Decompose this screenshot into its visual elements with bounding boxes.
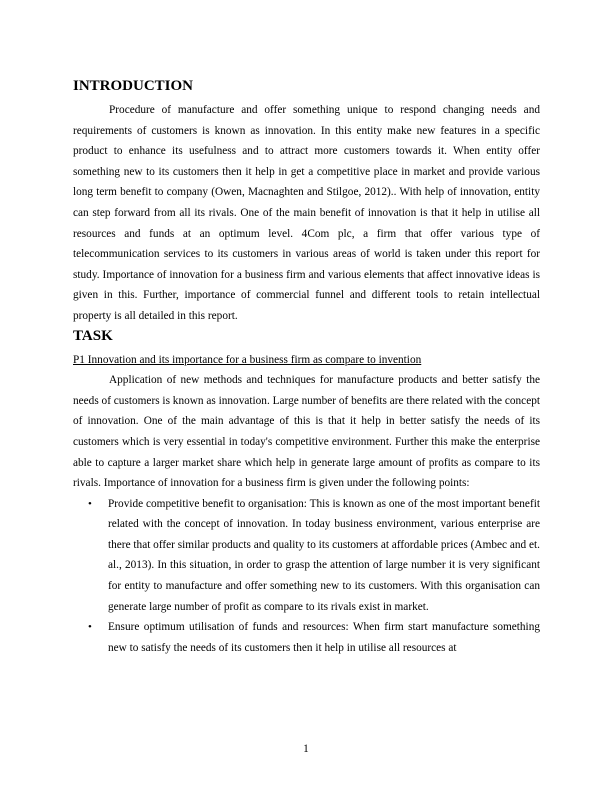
importance-bullet-list	[73, 494, 540, 659]
bullet-item-optimum-utilisation	[73, 617, 540, 658]
introduction-heading: INTRODUCTION	[73, 78, 194, 94]
task-heading: TASK	[73, 327, 113, 344]
page-content	[73, 77, 540, 658]
bullet-item-competitive-benefit	[73, 494, 540, 618]
bullet-text: Ensure optimum utilisation of funds and resources: When firm start manufacture something new to satisfy the needs of its customers then it help in utilise all resources at	[108, 621, 540, 654]
task-subheading: P1 Innovation and its importance for a business firm as compare to invention	[73, 353, 422, 366]
bullet-icon: •	[88, 497, 92, 510]
bullet-icon: •	[88, 621, 92, 634]
introduction-paragraph: Procedure of manufacture and offer something unique to respond changing needs and requirements of customers is known as innovation. In this entity make new features in a specific product to enhance its usefulness and to attract more customers towards it. When entity offer something new to its customers then it help in get a competitive place in market and provide various long term benefit to company (Owen, Macnaghten and Stilgoe, 2012).. With help of innovation, entity can step forward from all its rivals. One of the main benefit of innovation is that it help in utilise all resources and funds at an optimum level. 4Com plc, a firm that offer various type of telecommunication services to its customers in various areas of world is taken under this report for study. Importance of innovation for a business firm and various elements that affect innovative ideas is given in this. Further, importance of commercial funnel and different tools to retain intellectual property is all detailed in this report.	[73, 104, 540, 322]
page-number: 1	[303, 743, 309, 755]
bullet-text: Provide competitive benefit to organisation: This is known as one of the most important benefit related with the concept of innovation. In today business environment, various enterprise are there that offer similar products and quality to its customers at affordable prices (Ambec and et. al., 2013). In this situation, in order to grasp the attention of large number it is very significant for entity to manufacture and offer something new to its customers. With this organisation can generate large number of profit as compare to its rivals exist in market.	[108, 497, 540, 613]
task-paragraph: Application of new methods and techniques for manufacture products and better satisfy the needs of customers is known as innovation. Large number of benefits are there related with the concept of innovation. One of the main advantage of this is that it help in better satisfy the needs of its customers which is very essential in today's competitive environment. Further this make the enterprise able to capture a larger market share which help in generate large amount of profits as compare to its rivals. Importance of innovation for a business firm is given under the following points:	[73, 374, 540, 490]
